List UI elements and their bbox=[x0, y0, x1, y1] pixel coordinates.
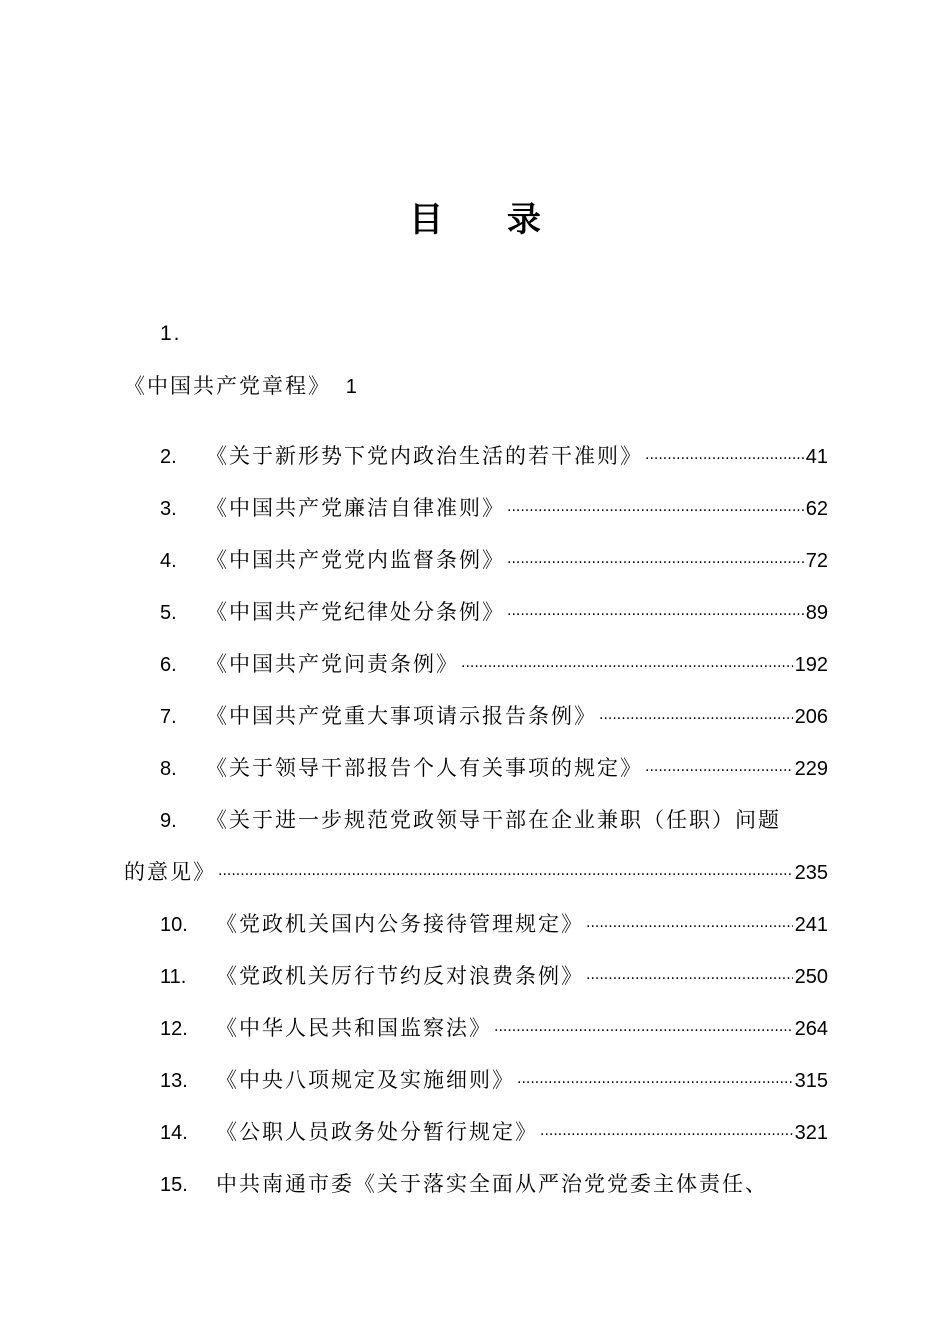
leader-dots bbox=[540, 1127, 793, 1143]
toc-entry-2 bbox=[160, 440, 828, 470]
toc-entry-8 bbox=[160, 752, 828, 782]
toc-entry-4 bbox=[160, 544, 828, 574]
toc-entry-page: 250 bbox=[794, 966, 828, 988]
toc-entry-9-line2 bbox=[124, 856, 828, 886]
toc-entry-page: 229 bbox=[794, 758, 828, 780]
toc-entry-title: 《中国共产党党内监督条例》 bbox=[206, 548, 505, 572]
toc-entry-page: 62 bbox=[805, 498, 828, 520]
leader-dots bbox=[507, 607, 804, 623]
toc-entry-title: 《中央八项规定及实施细则》 bbox=[216, 1068, 515, 1092]
toc-entry-number: 4. bbox=[160, 550, 177, 572]
leader-dots bbox=[517, 1075, 793, 1091]
leader-dots bbox=[599, 711, 793, 727]
toc-entry-number: 7. bbox=[160, 706, 177, 728]
leader-dots bbox=[507, 503, 804, 519]
leader-dots bbox=[218, 867, 793, 883]
toc-entry-title: 《中华人民共和国监察法》 bbox=[216, 1016, 492, 1040]
toc-entry-6 bbox=[160, 648, 828, 678]
toc-entry-13 bbox=[160, 1064, 828, 1094]
toc-entry-15 bbox=[160, 1168, 768, 1198]
toc-entry-12 bbox=[160, 1012, 828, 1042]
toc-entry-number: 5. bbox=[160, 602, 177, 624]
toc-entry-page: 241 bbox=[794, 914, 828, 936]
toc-entry-title: 《中国共产党廉洁自律准则》 bbox=[206, 496, 505, 520]
toc-entry-number: 10. bbox=[160, 914, 188, 936]
leader-dots bbox=[586, 971, 793, 987]
toc-entry-title: 《公职人员政务处分暂行规定》 bbox=[216, 1120, 538, 1144]
toc-entry-title: 《关于进一步规范党政领导干部在企业兼职（任职）问题 bbox=[206, 808, 781, 832]
toc-entry-title: 《关于新形势下党内政治生活的若干准则》 bbox=[206, 444, 643, 468]
toc-entry-number: 14. bbox=[160, 1122, 188, 1144]
toc-entry-number: 9. bbox=[160, 810, 177, 832]
toc-entry-title: 《中国共产党纪律处分条例》 bbox=[206, 600, 505, 624]
toc-entry-title: 《党政机关国内公务接待管理规定》 bbox=[216, 912, 584, 936]
toc-entry-10 bbox=[160, 908, 828, 938]
toc-entry-number: 11. bbox=[160, 966, 187, 988]
leader-dots bbox=[494, 1023, 793, 1039]
toc-entry-number: 3. bbox=[160, 498, 177, 520]
toc-entry-1-title: 《中国共产党章程》 bbox=[124, 374, 331, 398]
toc-entry-page: 321 bbox=[794, 1122, 828, 1144]
toc-entry-number: 2. bbox=[160, 446, 177, 468]
toc-entry-title: 《党政机关厉行节约反对浪费条例》 bbox=[216, 964, 584, 988]
toc-entry-1-page: 1 bbox=[345, 376, 359, 398]
toc-entry-title: 《中国共产党问责条例》 bbox=[206, 652, 459, 676]
leader-dots bbox=[461, 659, 793, 675]
toc-entry-number: 13. bbox=[160, 1070, 188, 1092]
toc-entry-7 bbox=[160, 700, 828, 730]
toc-entry-14 bbox=[160, 1116, 828, 1146]
toc-entry-title: 中共南通市委《关于落实全面从严治党党委主体责任、 bbox=[216, 1172, 768, 1196]
leader-dots bbox=[645, 451, 804, 467]
toc-entry-number: 15. bbox=[160, 1174, 188, 1196]
toc-entry-title: 《中国共产党重大事项请示报告条例》 bbox=[206, 704, 597, 728]
toc-entry-title-continued: 的意见》 bbox=[124, 860, 216, 884]
toc-entry-9-line1 bbox=[160, 804, 781, 834]
leader-dots bbox=[645, 763, 793, 779]
toc-entry-page: 206 bbox=[794, 706, 828, 728]
toc-entry-title: 《关于领导干部报告个人有关事项的规定》 bbox=[206, 756, 643, 780]
leader-dots bbox=[586, 919, 793, 935]
toc-entry-1-number: 1. bbox=[160, 322, 182, 345]
toc-entry-page: 235 bbox=[794, 862, 828, 884]
toc-entry-5 bbox=[160, 596, 828, 626]
toc-entry-page: 41 bbox=[805, 446, 828, 468]
toc-entry-page: 264 bbox=[794, 1018, 828, 1040]
toc-entry-page: 89 bbox=[805, 602, 828, 624]
toc-entry-1 bbox=[124, 370, 359, 400]
toc-entry-page: 192 bbox=[794, 654, 828, 676]
toc-entry-3 bbox=[160, 492, 828, 522]
toc-entry-number: 12. bbox=[160, 1018, 188, 1040]
toc-entry-number: 8. bbox=[160, 758, 177, 780]
toc-entry-page: 72 bbox=[805, 550, 828, 572]
leader-dots bbox=[507, 555, 804, 571]
toc-entry-number: 6. bbox=[160, 654, 177, 676]
toc-entry-11 bbox=[160, 960, 828, 990]
toc-entry-page: 315 bbox=[794, 1070, 828, 1092]
page-title: 目 录 bbox=[409, 200, 567, 240]
